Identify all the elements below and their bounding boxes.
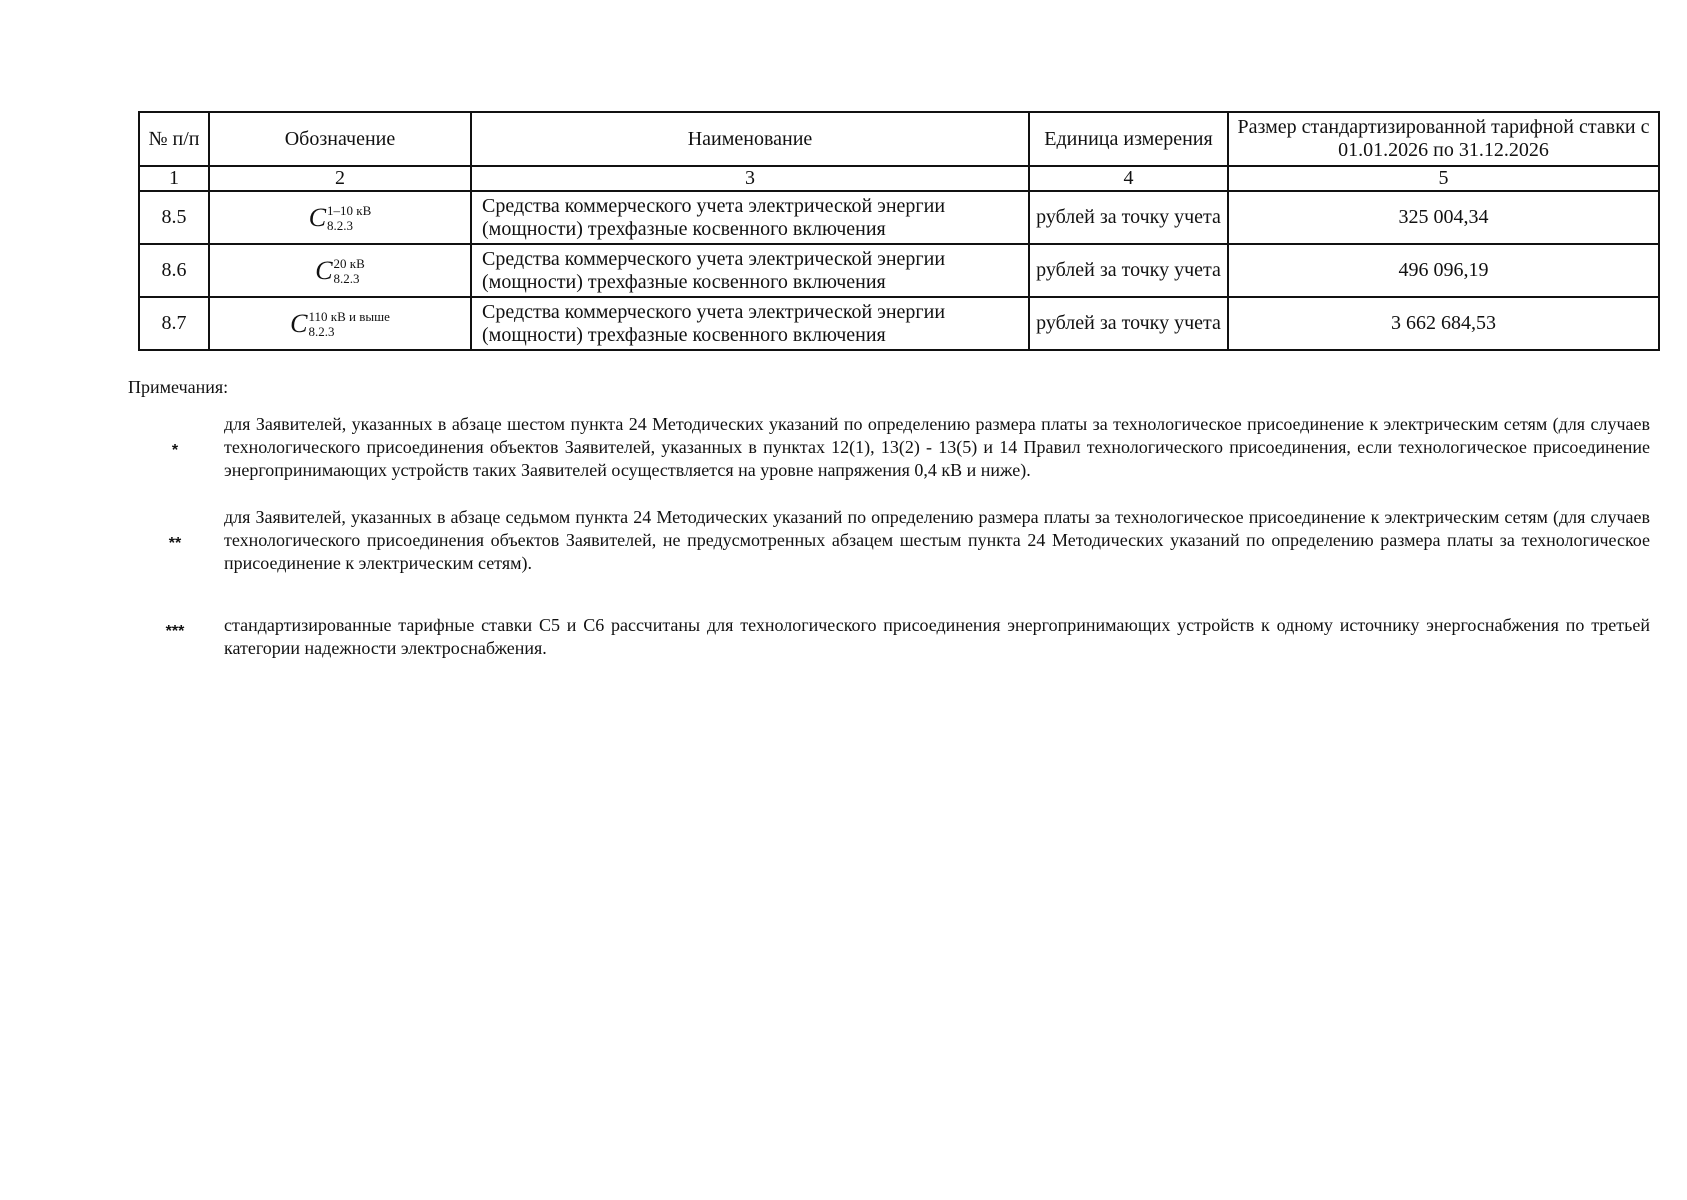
header-designation: Обозначение: [209, 112, 471, 166]
column-number: 1: [139, 166, 209, 191]
note-mark: ***: [165, 623, 185, 640]
symbol-subscript: 8.2.3: [333, 270, 360, 286]
column-number: 2: [209, 166, 471, 191]
rate-symbol: [315, 256, 365, 286]
header-name: Наименование: [471, 112, 1029, 166]
row-num: 8.7: [139, 297, 209, 350]
row-num: 8.6: [139, 244, 209, 297]
note-item: [150, 413, 1650, 482]
column-number: 3: [471, 166, 1029, 191]
header-num: № п/п: [139, 112, 209, 166]
tariff-table: [138, 111, 1660, 351]
row-symbol-cell: [209, 244, 471, 297]
row-name: Средства коммерческого учета электрической энергии (мощности) трехфазные косвенного включения: [471, 297, 1029, 350]
symbol-letter: C: [308, 203, 327, 232]
row-name: Средства коммерческого учета электрической энергии (мощности) трехфазные косвенного включения: [471, 244, 1029, 297]
column-number-row: [139, 166, 1659, 191]
row-unit: рублей за точку учета: [1029, 244, 1228, 297]
row-unit: рублей за точку учета: [1029, 297, 1228, 350]
header-unit: Единица измерения: [1029, 112, 1228, 166]
row-value: 325 004,34: [1228, 191, 1659, 244]
note-text: для Заявителей, указанных в абзаце седьмом пункта 24 Методических указаний по определению размера платы за технологическое присоединение к электрическим сетям (для случаев технологического присоединения объектов Заявителей, не предусмотренных абзацем шестым пункта 24 Методических указаний по определению размера платы за технологическое присоединение к электрическим сетям).: [224, 507, 1650, 573]
table-row: [139, 244, 1659, 297]
rate-symbol: [309, 203, 372, 233]
rate-symbol: [290, 309, 390, 339]
row-symbol-cell: [209, 297, 471, 350]
symbol-subscript: 8.2.3: [308, 323, 335, 339]
row-value: 496 096,19: [1228, 244, 1659, 297]
table-row: [139, 297, 1659, 350]
note-mark: *: [171, 442, 179, 459]
symbol-superscript: 110 кВ и выше: [308, 308, 390, 324]
note-mark: **: [168, 535, 182, 552]
symbol-superscript: 20 кВ: [333, 255, 365, 271]
table-header-row: [139, 112, 1659, 166]
note-item: [150, 506, 1650, 575]
symbol-subscript: 8.2.3: [327, 217, 354, 233]
table-row: [139, 191, 1659, 244]
notes-title: Примечания:: [128, 377, 229, 397]
note-item: [150, 614, 1650, 660]
row-value: 3 662 684,53: [1228, 297, 1659, 350]
header-rate: Размер стандартизированной тарифной ставки с 01.01.2026 по 31.12.2026: [1228, 112, 1659, 166]
symbol-letter: C: [290, 309, 308, 338]
row-unit: рублей за точку учета: [1029, 191, 1228, 244]
row-symbol-cell: [209, 191, 471, 244]
symbol-superscript: 1–10 кВ: [327, 202, 372, 218]
note-text: для Заявителей, указанных в абзаце шестом пункта 24 Методических указаний по определению размера платы за технологическое присоединение к электрическим сетям (для случаев технологического присоединения объектов Заявителей, указанных в пунктах 12(1), 13(2) - 13(5) и 14 Правил технологического присоединения, если технологическое присоединение энергопринимающих устройств таких Заявителей осуществляется на уровне напряжения 0,4 кВ и ниже).: [224, 414, 1650, 480]
column-number: 5: [1228, 166, 1659, 191]
note-text: стандартизированные тарифные ставки С5 и С6 рассчитаны для технологического присоединения энергопринимающих устройств к одному источнику энергоснабжения по третьей категории надежности электроснабжения.: [224, 615, 1650, 658]
row-name: Средства коммерческого учета электрической энергии (мощности) трехфазные косвенного включения: [471, 191, 1029, 244]
row-num: 8.5: [139, 191, 209, 244]
symbol-letter: C: [315, 256, 333, 285]
column-number: 4: [1029, 166, 1228, 191]
